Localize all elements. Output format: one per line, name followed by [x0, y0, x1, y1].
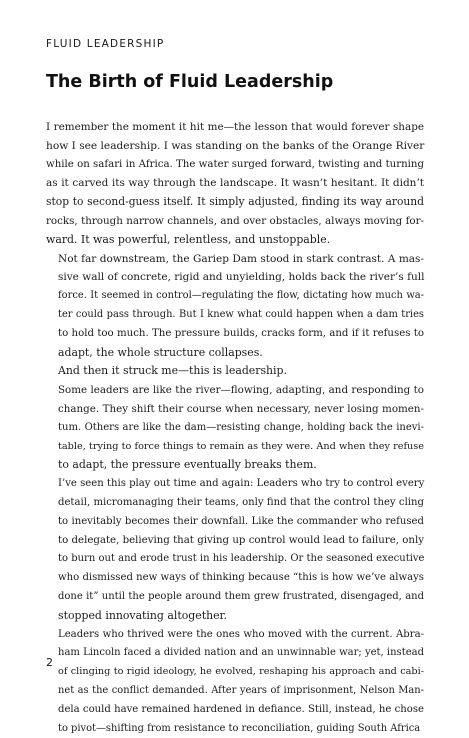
text-line: of clinging to rigid ideology, he evolved, reshaping his approach and cabi-	[46, 663, 424, 682]
paragraph	[46, 381, 424, 475]
text-line: table, trying to force things to remain as they were. And when they refuse	[46, 438, 424, 457]
text-line: to delegate, believing that giving up control would lead to failure, only	[46, 532, 424, 551]
text-line: I remember the moment it hit me—the lesson that would forever shape	[46, 118, 424, 137]
text-line: while on safari in Africa. The water surged forward, twisting and turning	[46, 156, 424, 175]
chapter-title: The Birth of Fluid Leadership	[46, 72, 333, 92]
text-line: detail, micromanaging their teams, only find that the control they cling	[46, 494, 424, 513]
text-line: tum. Others are like the dam—resisting change, holding back the inevi-	[46, 419, 424, 438]
text-line: ter could pass through. But I knew what could happen when a dam tries	[46, 306, 424, 325]
text-line: I’ve seen this play out time and again: Leaders who try to control every	[46, 475, 424, 494]
text-line: to inevitably becomes their downfall. Like the commander who refused	[46, 513, 424, 532]
text-line: rocks, through narrow channels, and over obstacles, always moving for-	[46, 212, 424, 231]
paragraph	[46, 626, 424, 738]
text-line: change. They shift their course when necessary, never losing momen-	[46, 400, 424, 419]
text-line: ham Lincoln faced a divided nation and an unwinnable war; yet, instead	[46, 644, 424, 663]
text-line: done it” until the people around them grew frustrated, disengaged, and	[46, 588, 424, 607]
text-line: to hold too much. The pressure builds, cracks form, and if it refuses to	[46, 325, 424, 344]
text-line: Leaders who thrived were the ones who moved with the current. Abra-	[46, 626, 424, 645]
paragraph	[46, 250, 424, 363]
text-line: dela could have remained hardened in defiance. Still, instead, he chose	[46, 701, 424, 720]
text-line: to pivot—shifting from resistance to reconciliation, guiding South Africa	[46, 720, 424, 738]
text-line: stopped innovating altogether.	[46, 607, 424, 626]
text-line: ward. It was powerful, relentless, and unstoppable.	[46, 231, 424, 250]
text-line: sive wall of concrete, rigid and unyielding, holds back the river’s full	[46, 268, 424, 287]
paragraph	[46, 475, 424, 625]
text-line: to burn out and erode trust in his leadership. Or the seasoned executive	[46, 550, 424, 569]
text-line: force. It seemed in control—regulating the flow, dictating how much wa-	[46, 287, 424, 306]
body-text	[46, 118, 424, 738]
text-line: who dismissed new ways of thinking because “this is how we’ve always	[46, 569, 424, 588]
text-line: adapt, the whole structure collapses.	[46, 344, 424, 363]
text-line: how I see leadership. I was standing on the banks of the Orange River	[46, 137, 424, 156]
page-number: 2	[46, 656, 53, 669]
text-line: net as the conflict demanded. After years of imprisonment, Nelson Man-	[46, 682, 424, 701]
text-line: Not far downstream, the Gariep Dam stood in stark contrast. A mas-	[46, 250, 424, 269]
paragraph	[46, 118, 424, 250]
text-line: as it carved its way through the landscape. It wasn’t hesitant. It didn’t	[46, 174, 424, 193]
text-line: And then it struck me—this is leadership.	[46, 362, 424, 381]
text-line: Some leaders are like the river—flowing, adapting, and responding to	[46, 381, 424, 400]
text-line: to adapt, the pressure eventually breaks them.	[46, 456, 424, 475]
text-line: stop to second-guess itself. It simply adjusted, finding its way around	[46, 193, 424, 212]
paragraph	[46, 362, 424, 381]
running-head: FLUID LEADERSHIP	[46, 38, 164, 50]
